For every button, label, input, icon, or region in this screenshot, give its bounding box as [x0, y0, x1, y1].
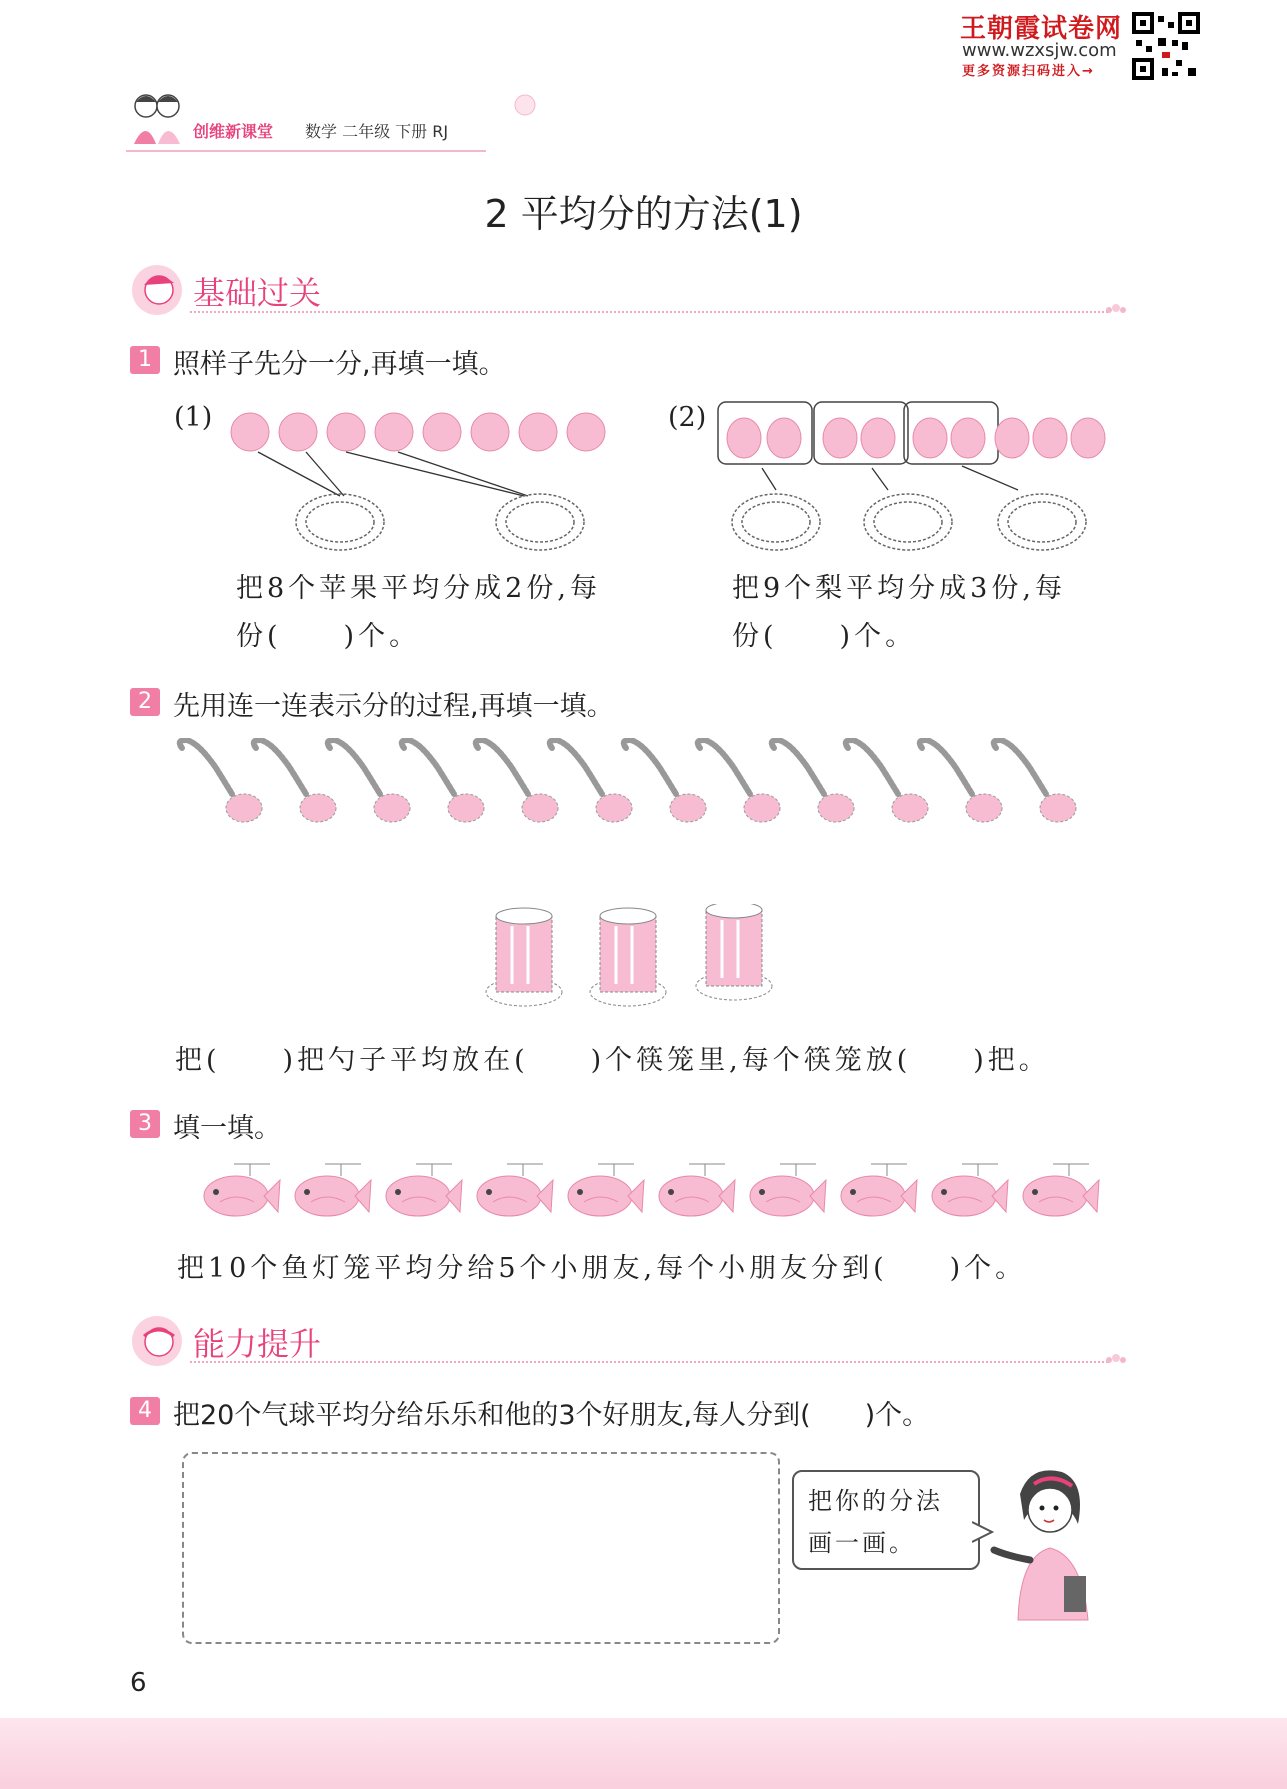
flower-icon — [512, 92, 538, 118]
speech-bubble-line1: 把你的分法 — [808, 1487, 943, 1515]
watermark-more: 更多资源扫码进入→ — [962, 64, 1095, 79]
q1-part2-line1: 把9个梨平均分成3份,每 — [732, 573, 1066, 604]
header-divider — [126, 150, 486, 152]
q1-part2-label: (2) — [668, 402, 707, 433]
dots-ornament-icon — [1104, 302, 1128, 318]
fish-lanterns-row — [198, 1162, 1104, 1226]
qr-code-icon — [1132, 12, 1200, 80]
pears-diagram — [712, 398, 1122, 560]
section-basic-title: 基础过关 — [193, 274, 322, 312]
q1-part1-line2[interactable]: 份( )个。 — [236, 621, 421, 652]
q1-part1-line1: 把8个苹果平均分成2份,每 — [236, 573, 601, 604]
drawing-answer-box[interactable] — [182, 1452, 780, 1644]
question-4-text[interactable]: 把20个气球平均分给乐乐和他的3个好朋友,每人分到( )个。 — [173, 1400, 930, 1431]
question-1-text: 照样子先分一分,再填一填。 — [173, 349, 506, 380]
question-3-number: 3 — [130, 1110, 160, 1138]
speech-bubble-line2: 画一画。 — [808, 1529, 916, 1557]
question-2-number: 2 — [130, 688, 160, 716]
question-1-number: 1 — [130, 346, 160, 374]
boy-head-icon — [128, 1314, 186, 1368]
q1-part2-line2[interactable]: 份( )个。 — [732, 621, 917, 652]
teacher-illustration — [990, 1464, 1110, 1622]
section-basic-divider — [190, 311, 1108, 313]
section-advanced-title: 能力提升 — [193, 1325, 322, 1363]
girl-head-icon — [128, 263, 186, 317]
dots-ornament-icon — [1104, 1352, 1128, 1368]
kids-mascot-icon — [126, 88, 188, 150]
chopstick-holders — [484, 904, 784, 1014]
section-advanced-divider — [190, 1361, 1108, 1363]
page-number: 6 — [130, 1668, 147, 1698]
page-title: 2 平均分的方法(1) — [484, 192, 803, 236]
footer-band — [0, 1718, 1287, 1789]
watermark-brand: 王朝霞试卷网 — [960, 14, 1123, 44]
spoons-row — [176, 738, 1096, 832]
header-brand: 创维新课堂 — [193, 122, 274, 141]
question-3-text: 填一填。 — [173, 1113, 281, 1144]
question-4-number: 4 — [130, 1397, 160, 1425]
question-2-fill[interactable]: 把( )把勺子平均放在( )个筷笼里,每个筷笼放( )把。 — [175, 1045, 1050, 1076]
speech-bubble-text — [808, 1480, 968, 1564]
question-2-text: 先用连一连表示分的过程,再填一填。 — [173, 691, 614, 722]
header-book-info: 数学 二年级 下册 RJ — [305, 122, 449, 141]
q1-part1-label: (1) — [174, 402, 213, 433]
watermark-url: www.wzxsjw.com — [962, 40, 1117, 61]
question-3-fill[interactable]: 把10个鱼灯笼平均分给5个小朋友,每个小朋友分到( )个。 — [177, 1253, 1027, 1284]
apples-diagram — [228, 400, 618, 560]
